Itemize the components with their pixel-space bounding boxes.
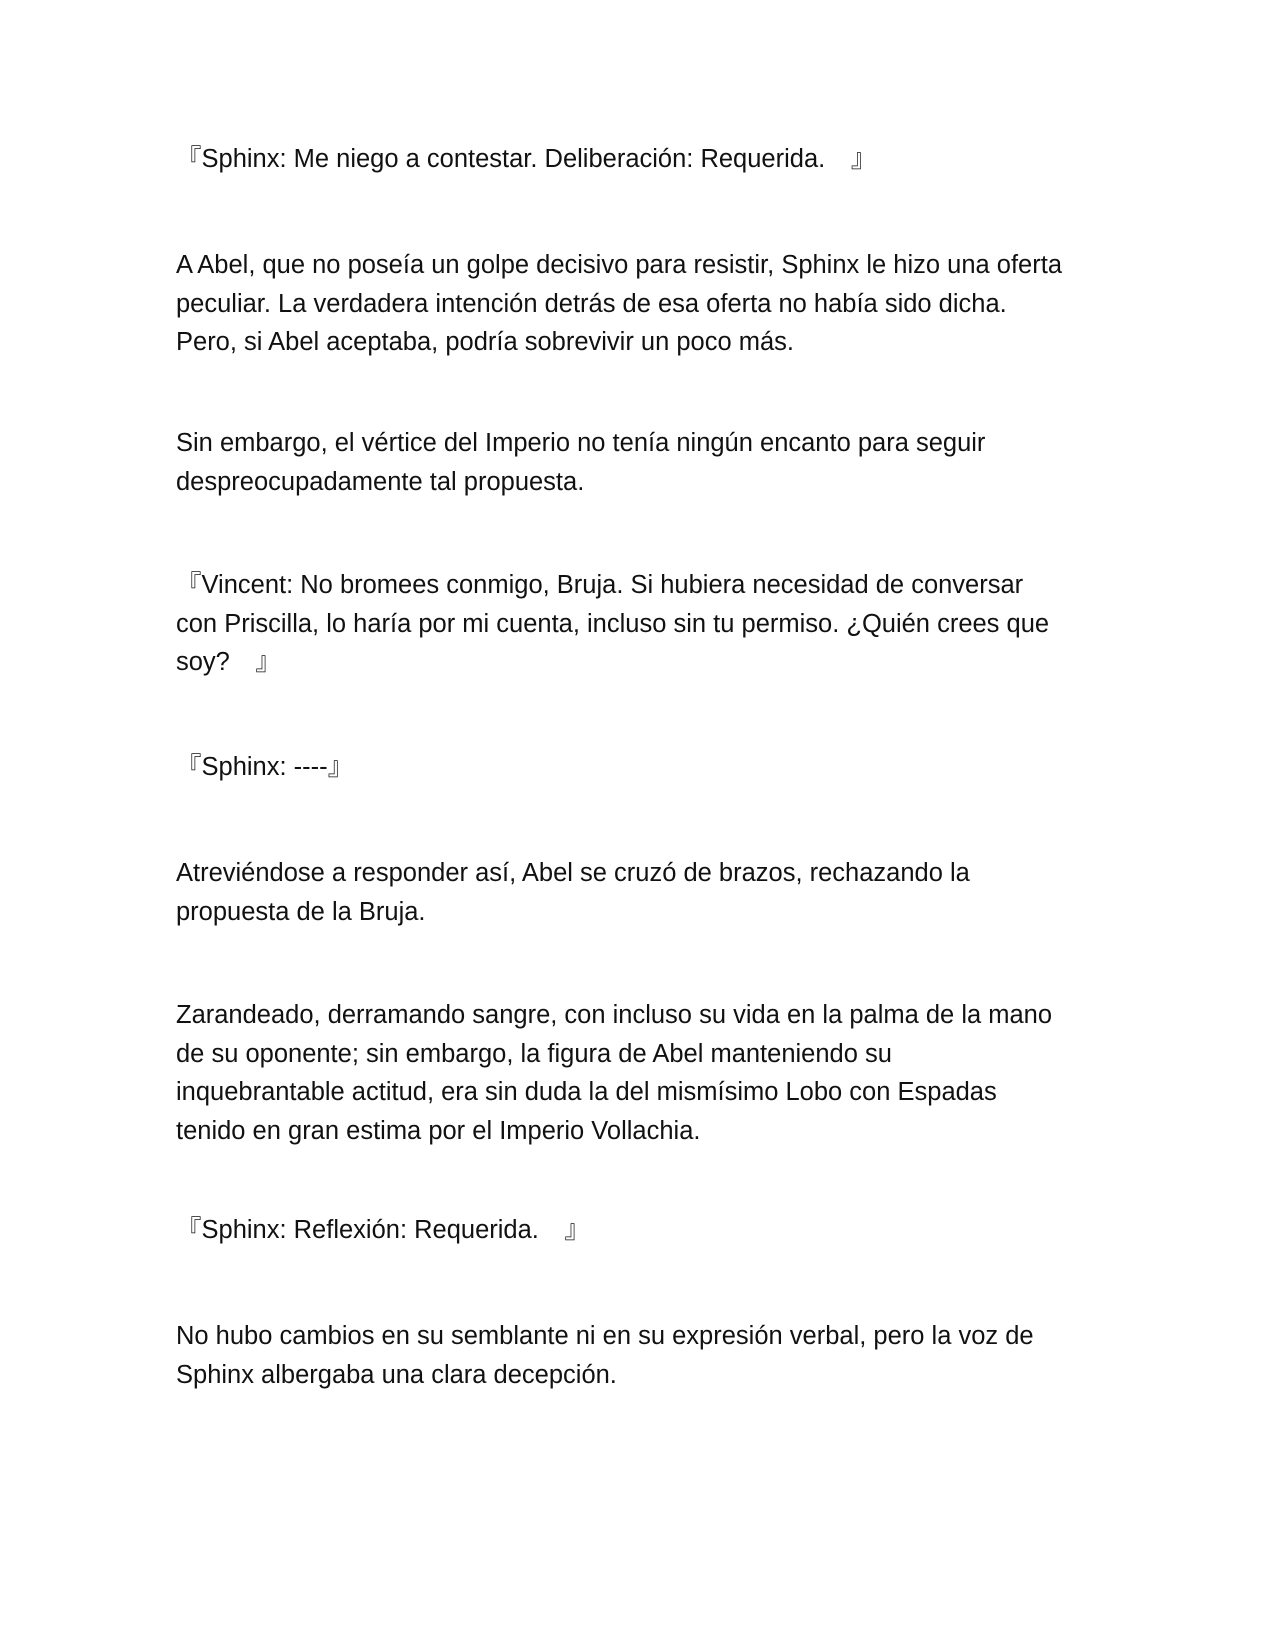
text-line: inquebrantable actitud, era sin duda la del mismísimo Lobo con Espadas	[176, 1078, 997, 1106]
text-line: A Abel, que no poseía un golpe decisivo para resistir, Sphinx le hizo una oferta	[176, 251, 1063, 279]
text-line: 『Sphinx: Me niego a contestar. Deliberación: Requerida. 』	[176, 145, 877, 173]
text-line: Sin embargo, el vértice del Imperio no tenía ningún encanto para seguir	[176, 429, 986, 457]
text-line: Atreviéndose a responder así, Abel se cruzó de brazos, rechazando la	[176, 859, 970, 887]
text-line: con Priscilla, lo haría por mi cuenta, incluso sin tu permiso. ¿Quién crees que	[176, 609, 1050, 638]
text-line: propuesta de la Bruja.	[176, 897, 426, 926]
text-line: Sphinx albergaba una clara decepción.	[176, 1360, 617, 1389]
narration-paragraph-offer	[176, 246, 1106, 362]
narration-paragraph-wolf	[176, 996, 1106, 1150]
narration-paragraph-refusal	[176, 854, 1106, 931]
narration-paragraph-empire	[176, 424, 1106, 501]
dialogue-vincent	[176, 566, 1106, 682]
text-line: de su oponente; sin embargo, la figura de Abel manteniendo su	[176, 1039, 892, 1068]
text-line: 『Vincent: No bromees conmigo, Bruja. Si hubiera necesidad de conversar	[176, 571, 1024, 599]
text-line: No hubo cambios en su semblante ni en su expresión verbal, pero la voz de	[176, 1322, 1034, 1350]
text-line: peculiar. La verdadera intención detrás de esa oferta no había sido dicha.	[176, 289, 1007, 318]
text-line: 『Sphinx: ----』	[176, 753, 354, 781]
text-line: 『Sphinx: Reflexión: Requerida. 』	[176, 1216, 590, 1244]
text-line: Zarandeado, derramando sangre, con incluso su vida en la palma de la mano	[176, 1001, 1053, 1029]
dialogue-sphinx-reflection	[176, 1211, 1106, 1250]
narration-paragraph-disappointment	[176, 1317, 1106, 1394]
text-line: tenido en gran estima por el Imperio Vollachia.	[176, 1116, 701, 1145]
dialogue-sphinx-refusal	[176, 140, 1106, 179]
text-line: soy? 』	[176, 648, 281, 676]
text-line: despreocupadamente tal propuesta.	[176, 467, 585, 496]
dialogue-sphinx-silence	[176, 748, 1106, 787]
text-line: Pero, si Abel aceptaba, podría sobrevivir un poco más.	[176, 328, 795, 356]
